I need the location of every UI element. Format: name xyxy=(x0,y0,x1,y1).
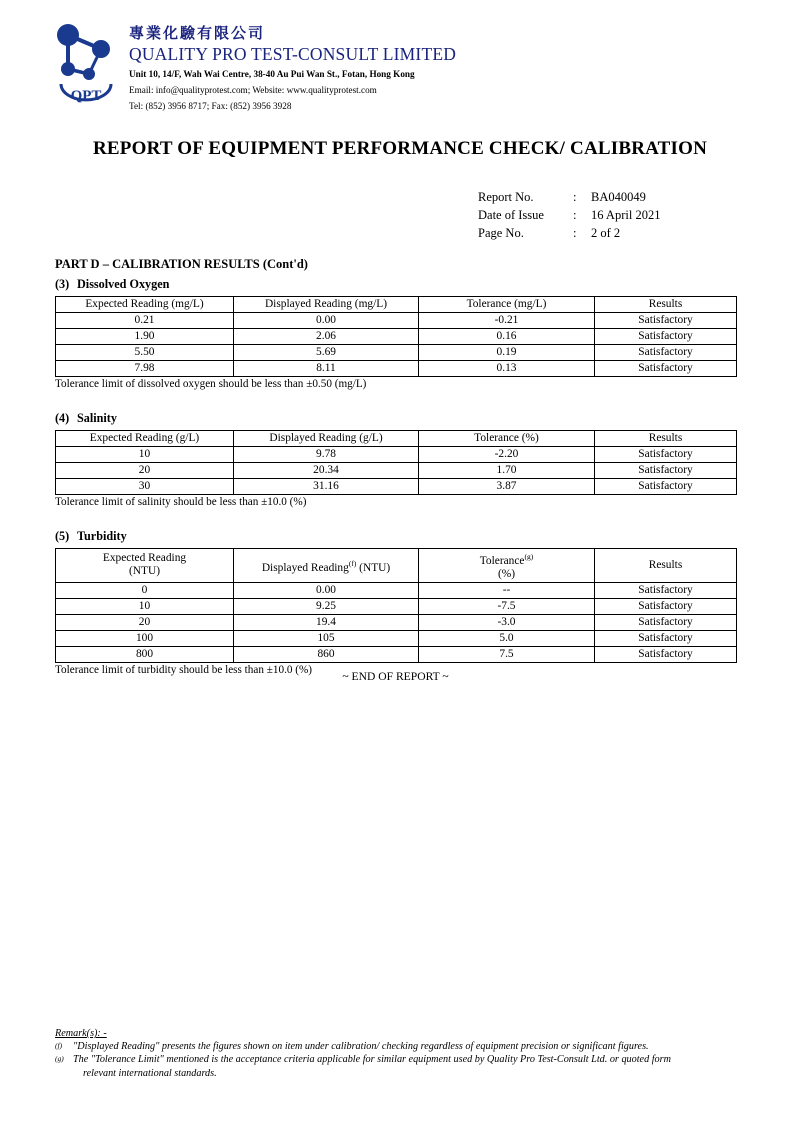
table-header-row xyxy=(56,549,737,583)
meta-colon-1: : xyxy=(573,190,577,204)
salinity-note: Tolerance limit of salinity should be less than ±10.0 (%) xyxy=(55,496,307,508)
col-expected-line2: (NTU) xyxy=(129,565,160,578)
cell-tolerance: 5.0 xyxy=(419,630,595,646)
meta-row-page xyxy=(478,224,660,242)
table-row xyxy=(56,329,737,345)
company-name-chinese: 專業化驗有限公司 xyxy=(129,24,266,42)
company-name-english: QUALITY PRO TEST-CONSULT LIMITED xyxy=(129,44,457,64)
section-salinity xyxy=(55,411,736,508)
col-tolerance xyxy=(419,549,595,583)
table-row xyxy=(56,361,737,377)
company-address: Unit 10, 14/F, Wah Wai Centre, 38-40 Au Pui Wan St., Fotan, Hong Kong xyxy=(129,69,415,79)
table-header-row xyxy=(56,431,737,447)
section-4-number: (4) xyxy=(55,411,70,425)
cell-tolerance: -7.5 xyxy=(419,598,595,614)
cell-displayed: 20.34 xyxy=(234,463,419,479)
meta-colon-3: : xyxy=(573,226,577,240)
remark-text-f: "Displayed Reading" presents the figures shown on item under calibration/ checking regardless of equipment precision or significant figures. xyxy=(73,1041,649,1052)
document-header xyxy=(55,22,745,113)
section-5-number: (5) xyxy=(55,529,70,543)
cell-displayed: 9.78 xyxy=(234,447,419,463)
remark-text-g xyxy=(73,1053,745,1080)
col-expected-reading: Expected Reading (g/L) xyxy=(56,431,234,447)
meta-row-report-no xyxy=(478,188,660,206)
cell-displayed: 8.11 xyxy=(234,361,419,377)
cell-expected: 0.21 xyxy=(56,313,234,329)
cell-displayed: 0.00 xyxy=(234,313,419,329)
cell-expected: 20 xyxy=(56,463,234,479)
part-d-heading: PART D – CALIBRATION RESULTS (Cont'd) xyxy=(55,257,308,271)
section-turbidity xyxy=(55,529,736,676)
cell-displayed: 9.25 xyxy=(234,598,419,614)
report-meta xyxy=(478,188,660,242)
date-of-issue-value: 16 April 2021 xyxy=(591,208,661,222)
col-tolerance-line2: (%) xyxy=(497,567,516,580)
cell-expected: 100 xyxy=(56,630,234,646)
date-of-issue-label: Date of Issue xyxy=(478,208,544,222)
report-no-label: Report No. xyxy=(478,190,534,204)
cell-expected: 30 xyxy=(56,479,234,495)
remarks-title: Remark(s): - xyxy=(55,1028,107,1039)
remark-item-f xyxy=(55,1040,745,1053)
table-row xyxy=(56,313,737,329)
col-displayed-reading xyxy=(234,549,419,583)
dissolved-oxygen-note: Tolerance limit of dissolved oxygen should be less than ±0.50 (mg/L) xyxy=(55,378,367,390)
remark-marker-f: (f) xyxy=(55,1041,63,1050)
cell-result: Satisfactory xyxy=(595,463,737,479)
col-displayed-text: Displayed Reading xyxy=(261,561,349,574)
logo-text: QPT xyxy=(70,88,102,104)
section-5-name: Turbidity xyxy=(77,529,127,543)
cell-displayed: 5.69 xyxy=(234,345,419,361)
cell-result: Satisfactory xyxy=(595,329,737,345)
cell-tolerance: 0.19 xyxy=(419,345,595,361)
meta-row-date xyxy=(478,206,660,224)
cell-expected: 10 xyxy=(56,598,234,614)
turbidity-table xyxy=(55,548,737,663)
cell-result: Satisfactory xyxy=(595,447,737,463)
table-row xyxy=(56,630,737,646)
company-identity xyxy=(129,22,456,113)
cell-tolerance: 1.70 xyxy=(419,463,595,479)
section-5-title xyxy=(55,529,736,544)
cell-displayed: 2.06 xyxy=(234,329,419,345)
meta-colon-2: : xyxy=(573,208,577,222)
col-expected-reading: Expected Reading (mg/L) xyxy=(56,297,234,313)
cell-displayed: 19.4 xyxy=(234,614,419,630)
cell-expected: 800 xyxy=(56,646,234,662)
col-displayed-tail: (NTU) xyxy=(356,561,391,574)
page-no-label: Page No. xyxy=(478,226,524,240)
cell-result: Satisfactory xyxy=(595,646,737,662)
table-row xyxy=(56,345,737,361)
section-dissolved-oxygen xyxy=(55,277,736,390)
col-expected-reading xyxy=(56,549,234,583)
cell-expected: 5.50 xyxy=(56,345,234,361)
cell-result: Satisfactory xyxy=(595,614,737,630)
salinity-table xyxy=(55,430,737,495)
page-no-value: 2 of 2 xyxy=(591,226,621,240)
table-row xyxy=(56,447,737,463)
cell-result: Satisfactory xyxy=(595,361,737,377)
end-of-report: ~ END OF REPORT ~ xyxy=(342,670,449,683)
remark-text-g-line2: relevant international standards. xyxy=(83,1067,217,1079)
turbidity-note: Tolerance limit of turbidity should be less than ±10.0 (%) xyxy=(55,663,313,676)
footnote-marker-g: (g) xyxy=(524,552,534,561)
page-title: REPORT OF EQUIPMENT PERFORMANCE CHECK/ CALIBRATION xyxy=(92,138,708,159)
cell-displayed: 31.16 xyxy=(234,479,419,495)
cell-tolerance: 0.13 xyxy=(419,361,595,377)
cell-tolerance: 0.16 xyxy=(419,329,595,345)
cell-result: Satisfactory xyxy=(595,345,737,361)
section-4-name: Salinity xyxy=(77,411,117,425)
col-tolerance: Tolerance (%) xyxy=(419,431,595,447)
section-3-name: Dissolved Oxygen xyxy=(77,277,170,291)
cell-expected: 10 xyxy=(56,447,234,463)
table-row xyxy=(56,582,737,598)
table-header-row xyxy=(56,297,737,313)
section-3-number: (3) xyxy=(55,277,70,291)
cell-displayed: 105 xyxy=(234,630,419,646)
col-displayed-reading: Displayed Reading (mg/L) xyxy=(234,297,419,313)
col-tolerance-line1: Tolerance xyxy=(479,554,525,567)
section-4-title xyxy=(55,411,736,426)
cell-tolerance: -0.21 xyxy=(419,313,595,329)
cell-tolerance: -- xyxy=(419,582,595,598)
company-logo-icon xyxy=(55,22,117,104)
cell-result: Satisfactory xyxy=(595,598,737,614)
footnote-marker-f: (f) xyxy=(348,558,357,568)
table-row xyxy=(56,646,737,662)
table-row xyxy=(56,463,737,479)
cell-expected: 0 xyxy=(56,582,234,598)
section-3-title xyxy=(55,277,736,292)
remark-item-g xyxy=(55,1053,745,1080)
dissolved-oxygen-table xyxy=(55,296,737,377)
col-expected-line1: Expected Reading xyxy=(102,552,187,565)
cell-displayed: 0.00 xyxy=(234,582,419,598)
table-row xyxy=(56,479,737,495)
col-results: Results xyxy=(595,549,737,583)
cell-tolerance: 3.87 xyxy=(419,479,595,495)
cell-displayed: 860 xyxy=(234,646,419,662)
cell-tolerance: 7.5 xyxy=(419,646,595,662)
cell-result: Satisfactory xyxy=(595,582,737,598)
remark-marker-g: (g) xyxy=(55,1054,64,1064)
table-row xyxy=(56,598,737,614)
company-email-website: Email: info@qualityprotest.com; Website: www.qualityprotest.com xyxy=(129,85,377,96)
col-displayed-reading: Displayed Reading (g/L) xyxy=(234,431,419,447)
col-results: Results xyxy=(595,297,737,313)
cell-expected: 7.98 xyxy=(56,361,234,377)
col-results: Results xyxy=(595,431,737,447)
cell-expected: 1.90 xyxy=(56,329,234,345)
cell-tolerance: -2.20 xyxy=(419,447,595,463)
cell-tolerance: -3.0 xyxy=(419,614,595,630)
company-tel-fax: Tel: (852) 3956 8717; Fax: (852) 3956 3928 xyxy=(129,101,292,112)
cell-expected: 20 xyxy=(56,614,234,630)
cell-result: Satisfactory xyxy=(595,479,737,495)
remark-text-g-line1: The "Tolerance Limit" mentioned is the acceptance criteria applicable for similar equipment used by Quality Pro Test-Consult Ltd. or quoted form xyxy=(73,1054,671,1066)
table-row xyxy=(56,614,737,630)
cell-result: Satisfactory xyxy=(595,313,737,329)
report-no-value: BA040049 xyxy=(591,190,646,204)
col-tolerance: Tolerance (mg/L) xyxy=(419,297,595,313)
cell-result: Satisfactory xyxy=(595,630,737,646)
remarks-block xyxy=(55,1028,745,1080)
